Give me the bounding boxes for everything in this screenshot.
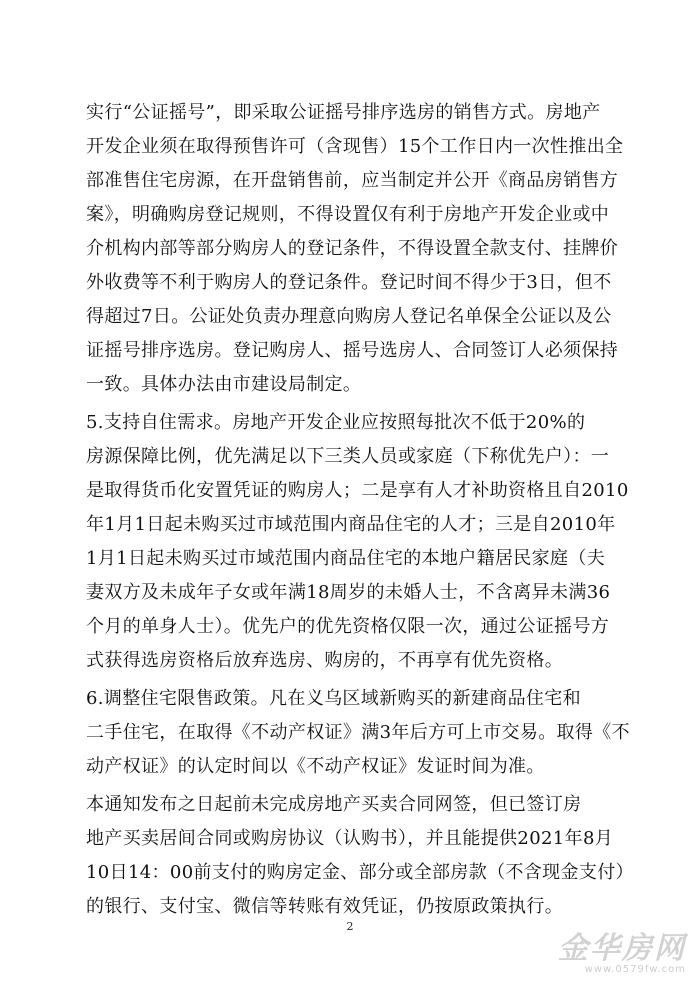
page-number: 2 — [346, 920, 354, 933]
text-line: 是取得货币化安置凭证的购房人；二是享有人才补助资格且自2010 — [86, 480, 629, 501]
text-line: 1月1日起未购买过市域范围内商品住宅的本地户籍居民家庭（夫 — [86, 548, 606, 569]
text-line: 10日14：00前支付的购房定金、部分或全部房款（不含现金支付） — [86, 862, 634, 883]
text-line: 外收费等不利于购房人的登记条件。登记时间不得少于3日，但不 — [86, 272, 612, 293]
text-line: 实行“公证摇号”，即采取公证摇号排序选房的销售方式。房地产 — [86, 102, 601, 123]
watermark-logo-text: 金华房网 — [558, 931, 686, 966]
text-line: 一致。具体办法由市建设局制定。 — [86, 374, 362, 395]
text-line: 房源保障比例，优先满足以下三类人员或家庭（下称优先户）：一 — [86, 446, 610, 467]
text-line: 证摇号排序选房。登记购房人、摇号选房人、合同签订人必须保持 — [86, 340, 619, 361]
text-line: 的银行、支付宝、微信等转账有效凭证，仍按原政策执行。 — [86, 896, 564, 917]
text-line: 地产买卖居间合同或购房协议（认购书），并且能提供2021年8月 — [86, 828, 614, 849]
document-body — [86, 96, 634, 924]
text-line: 5.支持自住需求。房地产开发企业应按照每批次不低于20%的 — [86, 412, 586, 433]
text-line: 6.调整住宅限售政策。凡在义乌区域新购买的新建商品住宅和 — [86, 688, 581, 709]
text-line: 二手住宅，在取得《不动产权证》满3年后方可上市交易。取得《不 — [86, 722, 630, 743]
text-line: 动产权证》的认定时间以《不动产权证》发证时间为准。 — [86, 756, 545, 777]
text-line: 介机构内部等部分购房人的登记条件，不得设置全款支付、挂牌价 — [86, 238, 619, 259]
text-line: 式获得选房资格后放弃选房、购房的，不再享有优先资格。 — [86, 650, 564, 671]
site-watermark — [516, 933, 686, 977]
text-line: 案》，明确购房登记规则，不得设置仅有利于房地产开发企业或中 — [86, 204, 610, 225]
watermark-url: www.0579fw.com — [584, 964, 686, 975]
text-line: 开发企业须在取得预售许可（含现售）15个工作日内一次性推出全 — [86, 136, 624, 157]
text-line: 妻双方及未成年子女或年满18周岁的未婚人士，不含离异未满36 — [86, 582, 611, 603]
text-line: 得超过7日。公证处负责办理意向购房人登记名单保全公证以及公 — [86, 306, 612, 327]
text-line: 个月的单身人士）。优先户的优先资格仅限一次，通过公证摇号方 — [86, 616, 610, 637]
text-line: 年1月1日起未购买过市域范围内商品住宅的人才；三是自2010年 — [86, 514, 616, 535]
text-line: 本通知发布之日起前未完成房地产买卖合同网签，但已签订房 — [86, 794, 582, 815]
text-line: 部准售住宅房源，在开盘销售前，应当制定并公开《商品房销售方 — [86, 170, 619, 191]
